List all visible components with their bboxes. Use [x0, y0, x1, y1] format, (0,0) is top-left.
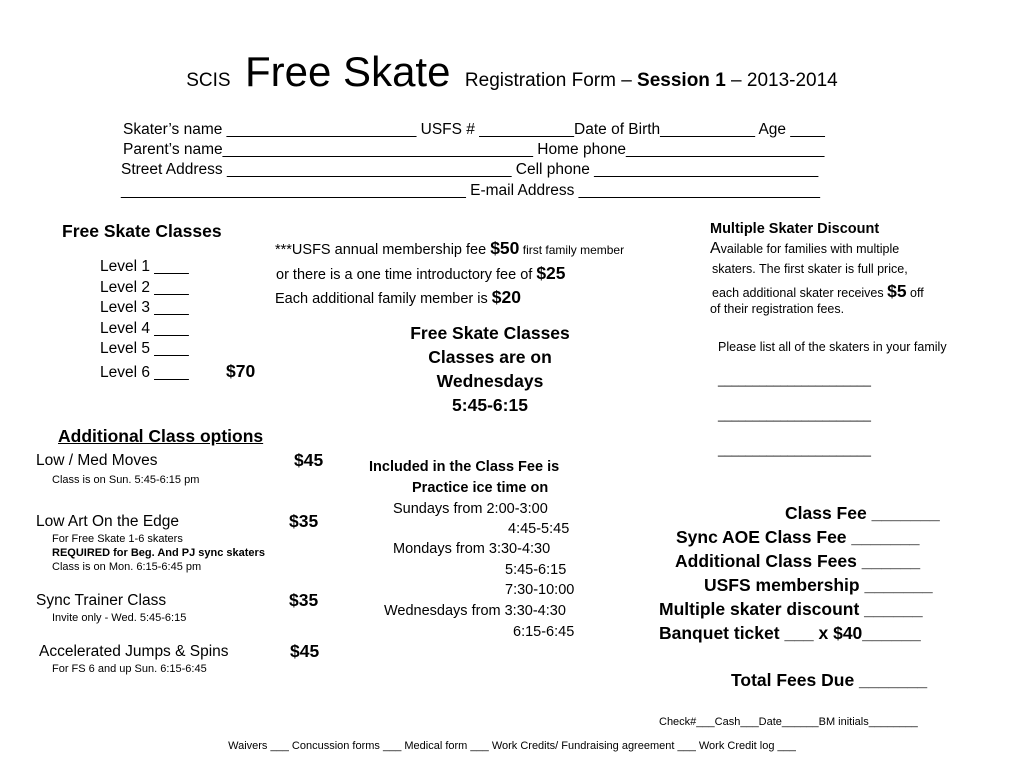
- option-sync-trainer[interactable]: Sync Trainer Class: [36, 592, 167, 609]
- option-low-med-moves[interactable]: Low / Med Moves: [36, 452, 158, 469]
- discount-l3-text: each additional skater receives: [712, 286, 888, 300]
- option-low-art-edge-price: $35: [289, 511, 319, 531]
- fee-total-due[interactable]: Total Fees Due _______: [731, 670, 928, 690]
- info-skater-line[interactable]: Skater’s name ______________________ USFS # ___________Date of Birth___________ Age ____: [123, 121, 825, 138]
- discount-line-2: skaters. The first skater is full price,: [712, 262, 908, 276]
- schedule-line-1: Free Skate Classes: [410, 323, 570, 343]
- info-address-line[interactable]: Street Address _________________________________ Cell phone __________________________: [121, 161, 819, 178]
- footer-checklist[interactable]: Waivers ___ Concussion forms ___ Medical form ___ Work Credits/ Fundraising agreement ___ Work Credit log ___: [228, 740, 796, 752]
- skater-list-blank-1[interactable]: ______________________: [718, 373, 871, 387]
- info-parent-line[interactable]: Parent’s name____________________________________ Home phone_______________________: [123, 141, 825, 158]
- membership-l1-note: first family member: [519, 243, 625, 257]
- included-time: 6:15-6:45: [513, 624, 575, 640]
- additional-heading: Additional Class options: [58, 426, 264, 446]
- level-4[interactable]: Level 4 ____: [100, 320, 189, 337]
- fee-multiple-skater-discount[interactable]: Multiple skater discount ______: [659, 599, 923, 619]
- level-2[interactable]: Level 2 ____: [100, 279, 189, 296]
- included-wednesday: Wednesdays from 3:30-4:30: [384, 603, 566, 619]
- classes-heading: Free Skate Classes: [62, 221, 222, 241]
- membership-l3-text: Each additional family member is: [275, 291, 492, 307]
- option-note-required: REQUIRED for Beg. And PJ sync skaters: [52, 547, 265, 559]
- discount-line-4: of their registration fees.: [710, 302, 845, 316]
- included-time: 4:45-5:45: [508, 521, 570, 537]
- included-monday: Mondays from 3:30-4:30: [393, 541, 551, 557]
- skater-list-prompt: Please list all of the skaters in your family: [718, 340, 947, 354]
- schedule-line-2: Classes are on: [428, 347, 552, 367]
- membership-l2-text: or there is a one time introductory fee of: [276, 267, 537, 283]
- fee-class-fee[interactable]: Class Fee _______: [785, 503, 940, 523]
- level-3[interactable]: Level 3 ____: [100, 299, 189, 316]
- discount-line-1: [710, 240, 899, 258]
- schedule-line-3: Wednesdays: [436, 371, 544, 391]
- option-accelerated-jumps[interactable]: Accelerated Jumps & Spins: [39, 643, 229, 660]
- discount-dropcap: A: [710, 240, 721, 257]
- title-main: Free Skate: [245, 48, 451, 95]
- intro-fee: $25: [536, 263, 566, 283]
- title-prefix: SCIS: [186, 70, 231, 91]
- info-email-line[interactable]: ________________________________________ E-mail Address ____________________________: [121, 182, 821, 199]
- option-note: For FS 6 and up Sun. 6:15-6:45: [52, 663, 207, 675]
- option-sync-trainer-price: $35: [289, 590, 319, 610]
- included-time: 7:30-10:00: [505, 582, 575, 598]
- fee-usfs-membership[interactable]: USFS membership _______: [704, 575, 933, 595]
- option-note: For Free Skate 1-6 skaters: [52, 533, 183, 545]
- discount-heading: Multiple Skater Discount: [710, 221, 880, 237]
- fee-banquet-ticket[interactable]: Banquet ticket ___ x $40______: [659, 623, 921, 643]
- discount-l3-off: off: [906, 286, 924, 300]
- included-heading: Included in the Class Fee is: [369, 459, 560, 475]
- level-1[interactable]: Level 1 ____: [100, 258, 189, 275]
- option-note: Class is on Sun. 5:45-6:15 pm: [52, 474, 200, 486]
- title-year: – 2013-2014: [725, 70, 838, 91]
- included-time: 5:45-6:15: [505, 562, 567, 578]
- discount-l1-text: vailable for families with multiple: [720, 242, 900, 256]
- schedule-line-4: 5:45-6:15: [452, 395, 528, 415]
- option-accelerated-jumps-price: $45: [290, 641, 320, 661]
- skater-list-blank-3[interactable]: ______________________: [718, 443, 871, 457]
- office-use-line[interactable]: Check#___Cash___Date______BM initials________: [659, 716, 918, 728]
- discount-amount: $5: [887, 281, 907, 301]
- additional-member-fee: $20: [491, 287, 521, 307]
- title-form-label: Registration Form –: [464, 70, 638, 91]
- membership-l1-text: ***USFS annual membership fee: [275, 242, 491, 258]
- included-subheading: Practice ice time on: [412, 480, 549, 496]
- fee-sync-aoe[interactable]: Sync AOE Class Fee _______: [676, 527, 920, 547]
- membership-line-1: [275, 238, 624, 259]
- level-6[interactable]: Level 6 ____: [100, 364, 189, 381]
- option-low-med-moves-price: $45: [294, 450, 324, 470]
- title-session: Session 1: [637, 70, 726, 91]
- fee-additional-class[interactable]: Additional Class Fees ______: [675, 551, 921, 571]
- page-title: [0, 48, 1024, 96]
- option-note: Class is on Mon. 6:15-6:45 pm: [52, 561, 202, 573]
- level-5[interactable]: Level 5 ____: [100, 340, 189, 357]
- discount-line-3: [712, 281, 924, 302]
- membership-line-2: [276, 263, 566, 284]
- skater-list-blank-2[interactable]: ______________________: [718, 408, 871, 422]
- classes-price: $70: [226, 361, 256, 381]
- included-sunday: Sundays from 2:00-3:00: [393, 501, 548, 517]
- membership-fee: $50: [490, 238, 520, 258]
- option-note: Invite only - Wed. 5:45-6:15: [52, 612, 187, 624]
- membership-line-3: [275, 287, 521, 308]
- option-low-art-edge[interactable]: Low Art On the Edge: [36, 513, 180, 530]
